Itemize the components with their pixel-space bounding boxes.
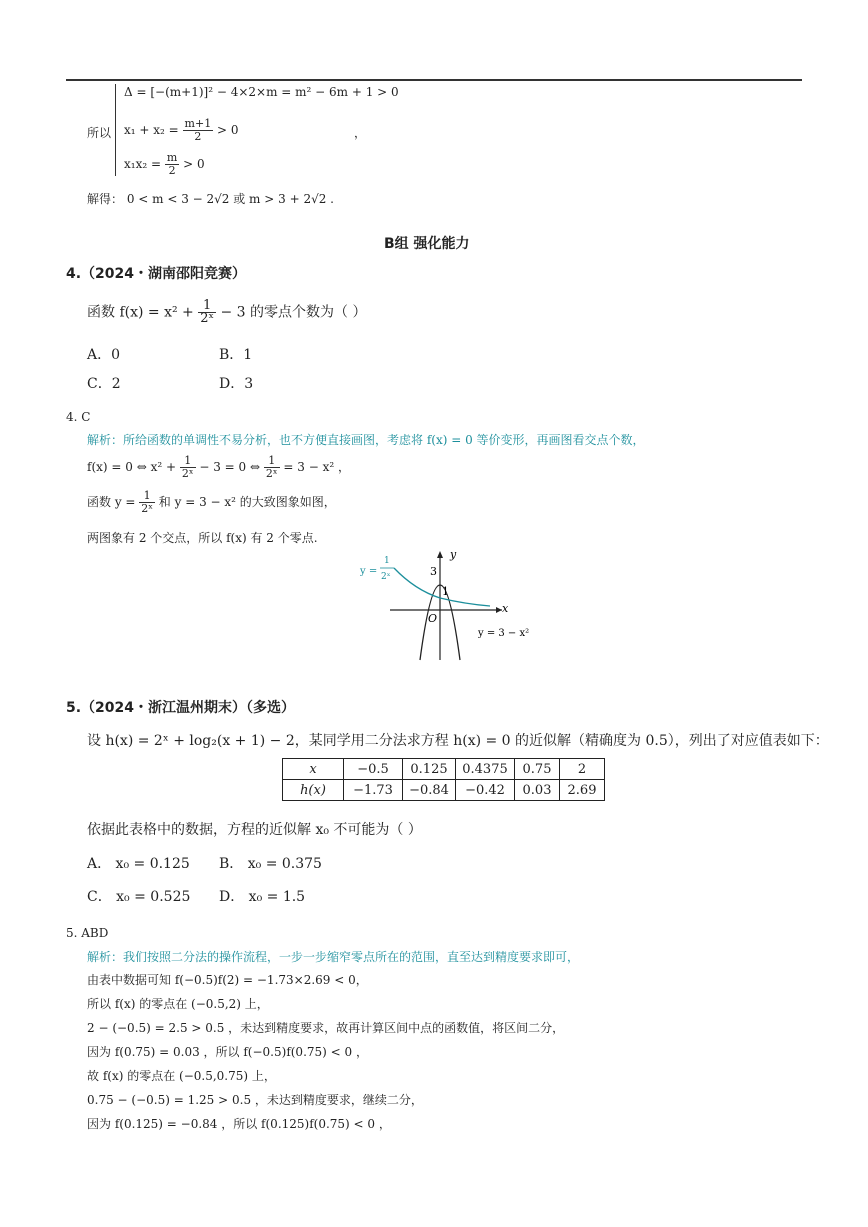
discriminant-line: Δ = [−(m+1)]² − 4×2×m = m² − 6m + 1 > 0 [124,85,399,99]
q4-analysis: 解析：所给函数的单调性不易分析，也不方便直接画图，考虑将 f(x) = 0 等价变形，再画图看交点个数， [87,433,645,447]
q4-option-a[interactable]: A．0 [87,347,121,363]
q4-option-d[interactable]: D．3 [219,376,254,392]
table-cell: −0.84 [403,780,456,801]
q4-graph-intro: 函数 y = $\frac{1}{\text{2ˣ}}$ 和 y = 3 − x² 的大致图象如图， [87,489,336,515]
curve1-label-den: 2ˣ [381,572,391,582]
table-row-x [283,759,605,780]
table-cell: −0.5 [344,759,403,780]
table-cell: −0.42 [456,780,515,801]
q5-question: 依据此表格中的数据，方程的近似解 x₀ 不可能为（ ） [87,822,422,838]
q4-header: 4.（2024・湖南邵阳竞赛） [66,266,247,282]
q5-step-7: 因为 f(0.125) = −0.84 ，所以 f(0.125)f(0.75) < 0 ， [87,1117,391,1131]
sum-roots-line: x₁ + x₂ = $\frac{m+1}{2}$ > 0 [124,117,239,143]
curve1-label-num: 1 [384,556,390,566]
header-rule [66,79,802,81]
y-intercept-1: 1 [442,585,449,598]
q5-step-5: 故 f(x) 的零点在 (−0.5,0.75) 上， [87,1069,276,1083]
q5-value-table [282,758,605,801]
y-intercept-3: 3 [430,565,437,578]
table-cell: 2 [560,759,605,780]
q5-step-6: 0.75 − (−0.5) = 1.25 > 0.5 ，未达到精度要求，继续二分， [87,1093,423,1107]
table-header-x: x [283,759,344,780]
table-header-h: h(x) [283,780,344,801]
q5-option-a[interactable]: A． x₀ = 0.125 [87,856,190,872]
q5-answer: 5. ABD [66,926,109,940]
table-cell: −1.73 [344,780,403,801]
y-axis-arrow [437,551,443,558]
q5-step-3: 2 − (−0.5) = 2.5 > 0.5 ，未达到精度要求，故再计算区间中点的函数值，将区间二分， [87,1021,565,1035]
so-yi-label: 所以 [87,126,112,140]
q5-stem: 设 h(x) = 2ˣ + log₂(x + 1) − 2，某同学用二分法求方程 h(x) = 0 的近似解（精确度为 0.5），列出了对应值表如下： [87,733,829,749]
q4-graph [350,548,540,664]
curve2-label: y = 3 − x² [478,628,530,639]
q4-conclusion: 两图象有 2 个交点，所以 f(x) 有 2 个零点. [87,531,318,545]
q5-step-2: 所以 f(x) 的零点在 (−0.5,2) 上， [87,997,269,1011]
x-axis-label: x [502,602,509,615]
prev-answer: 解得： 0 < m < 3 − 2√2 或 m > 3 + 2√2 . [87,192,334,206]
curve1-label-prefix: y = [360,566,378,577]
q5-step-4: 因为 f(0.75) = 0.03 ，所以 f(−0.5)f(0.75) < 0 ， [87,1045,368,1059]
q5-header: 5.（2024・浙江温州期末）（多选） [66,700,296,716]
q5-option-d[interactable]: D． x₀ = 1.5 [219,889,306,905]
q5-analysis: 解析：我们按照二分法的操作流程，一步一步缩窄零点所在的范围，直至达到精度要求即可， [87,950,580,964]
y-axis-label: y [450,548,457,561]
system-brace [115,84,122,176]
product-roots-line: x₁x₂ = $\frac{m}{2}$ > 0 [124,151,205,177]
origin-label: O [428,612,438,625]
q5-option-b[interactable]: B． x₀ = 0.375 [219,856,322,872]
q4-option-b[interactable]: B．1 [219,347,253,363]
table-cell: 0.125 [403,759,456,780]
q4-answer: 4. C [66,410,91,424]
table-cell: 0.4375 [456,759,515,780]
section-title: B组 强化能力 [384,236,470,252]
q5-step-1: 由表中数据可知 f(−0.5)f(2) = −1.73×2.69 < 0， [87,973,368,987]
table-row-h [283,780,605,801]
table-cell: 2.69 [560,780,605,801]
q4-derivation-line: f(x) = 0 ⇔ x² + $\frac{1}{\text{2ˣ}}$ − 3 = 0 ⇔ $\frac{1}{\text{2ˣ}}$ = 3 − x² ， [87,454,350,480]
q5-option-c[interactable]: C． x₀ = 0.525 [87,889,191,905]
table-cell: 0.03 [515,780,560,801]
table-cell: 0.75 [515,759,560,780]
trailing-comma: ， [354,126,367,140]
q4-option-c[interactable]: C．2 [87,376,121,392]
q4-stem: 函数 f(x) = x² + $\frac{1}{\text{2ˣ}}$ − 3 的零点个数为（ ） [87,298,367,326]
